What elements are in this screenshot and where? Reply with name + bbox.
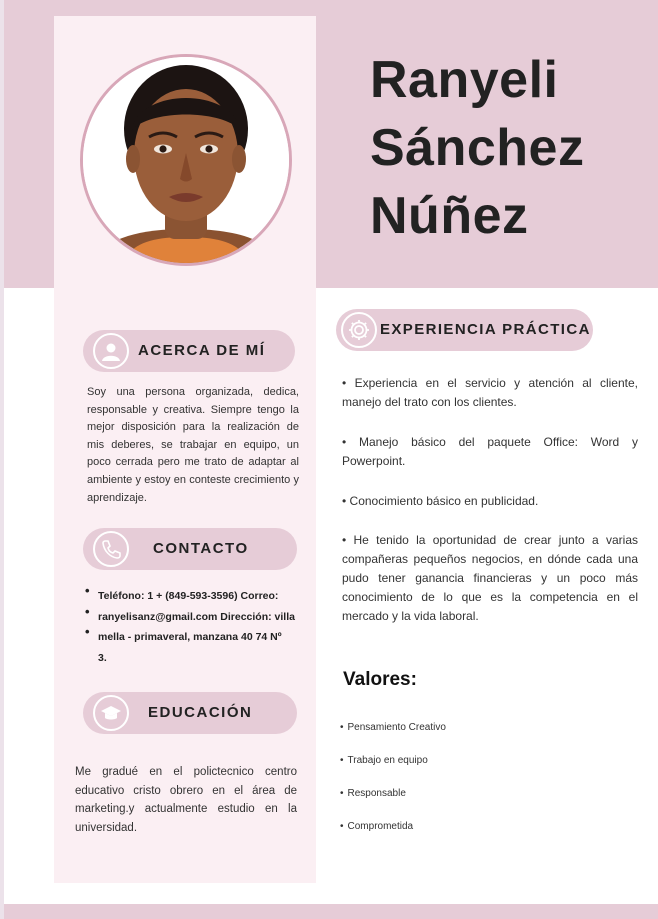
name-line-3: Núñez — [370, 187, 529, 245]
contact-line-3: • mella - primaveral, manzana 40 74 Nº — [85, 624, 282, 643]
value-item: • Comprometida — [340, 821, 414, 832]
value-item: • Responsable — [340, 788, 406, 799]
name-line-1: Ranyeli — [370, 51, 559, 109]
phone-icon — [93, 531, 129, 567]
education-text: Me gradué en el polictecnico centro educativo cristo obrero en el área de marketing.y actualmente estudio en la universidad. — [75, 766, 297, 834]
contact-title: CONTACTO — [153, 540, 249, 557]
profile-photo — [80, 54, 292, 266]
contact-line-1: • Teléfono: 1 + (849-593-3596) Correo: — [85, 583, 279, 602]
experience-item: • Manejo básico del paquete Office: Word y Powerpoint. — [342, 435, 638, 468]
experience-item: • He tenido la oportunidad de crear junto a varias compañeras pequeños negocios, en dónde cada una pudo tener ganancia financieras y un poco más conocimiento de lo que es la competencia en el mercado y la vida laboral. — [342, 533, 638, 623]
experience-item: • Conocimiento básico en publicidad. — [342, 494, 539, 508]
graduation-cap-icon — [93, 695, 129, 731]
gear-icon — [341, 312, 377, 348]
education-section-header — [83, 692, 297, 734]
about-section-header — [83, 330, 295, 372]
candidate-name — [370, 46, 584, 250]
contact-line-4: 3. — [98, 651, 107, 664]
user-icon — [93, 333, 129, 369]
experience-item: • Experiencia en el servicio y atención al cliente, manejo del trato con los clientes. — [342, 376, 638, 409]
footer-band — [4, 904, 658, 919]
about-title: ACERCA DE MÍ — [138, 342, 266, 359]
education-title: EDUCACIÓN — [148, 704, 253, 721]
portrait-image — [83, 57, 289, 263]
contact-line-2: • ranyelisanz@gmail.com Dirección: villa — [85, 603, 295, 623]
values-list — [340, 711, 446, 843]
value-item: • Pensamiento Creativo — [340, 722, 446, 733]
value-item: • Trabajo en equipo — [340, 755, 428, 766]
name-line-2: Sánchez — [370, 119, 585, 177]
experience-title: EXPERIENCIA PRÁCTICA — [380, 321, 591, 338]
about-text: Soy una persona organizada, dedica, responsable y creativa. Siempre tengo la mejor disposición para la realización de mis deberes, se trabajar en equipo, un poco cerrada pero me trato de adaptar al ambiente y estoy en conteste crecimiento y aprendizaje. — [87, 386, 299, 504]
values-title: Valores: — [343, 669, 417, 690]
contact-details — [84, 583, 300, 668]
experience-section-header — [336, 309, 593, 351]
contact-section-header — [83, 528, 297, 570]
